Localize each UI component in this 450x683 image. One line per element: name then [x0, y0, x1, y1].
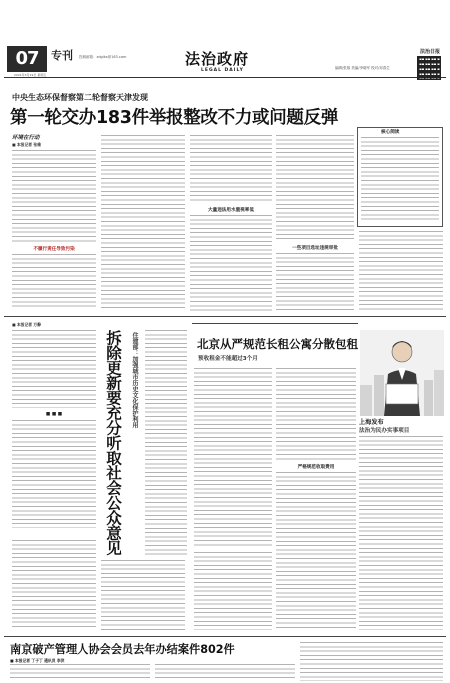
bottom-headline: 南京破产管理人协会会员去年办结案件802件	[10, 643, 235, 656]
lead-subhead-1: 不履行责任导致污染	[33, 247, 75, 252]
masthead-title: 法治政府	[185, 50, 250, 68]
lead-headline: 第一轮交办183件举报整改不力或问题反弹	[10, 108, 339, 128]
paper-logo: 法治日报	[420, 49, 441, 55]
bottom-divider	[4, 636, 446, 637]
section-divider	[4, 316, 446, 317]
qr-code-icon	[417, 56, 441, 80]
lead-text-col3	[190, 135, 272, 203]
vertical-story-text-c	[12, 540, 96, 630]
lead-subhead-3: 一些项目选址违规审批	[292, 246, 338, 251]
issue-date: 2021年3月19日 星期五	[14, 73, 47, 77]
feature-text-col1	[194, 368, 272, 548]
feature-headline: 北京从严规范长租公寓分散包租	[197, 337, 358, 351]
lead-subhead-2: 大量违法用水重视率低	[208, 208, 254, 213]
feature-text-col2	[276, 368, 356, 460]
page-number: 07	[7, 46, 47, 72]
illustration-caption: 上海发布	[359, 419, 384, 426]
lawyer-illustration-icon	[360, 330, 444, 416]
column-tag: 环境在行动	[12, 135, 40, 141]
lead-text-col4	[276, 135, 354, 241]
vertical-story-byline: ■ 本报记者 万静	[12, 322, 42, 327]
vertical-headline: 拆除更新要充分听取社会公众意见	[104, 330, 122, 555]
editor-credits: 编辑/张翔 美编/李晓军 校对/邓春生	[335, 66, 390, 70]
bottom-text-col1	[10, 664, 150, 681]
vertical-subheadline: 住建部：加强城市历史文化保护利用	[131, 332, 138, 428]
bottom-text-col2	[155, 664, 295, 681]
core-reading-text	[361, 137, 439, 223]
vertical-story-text-b	[12, 420, 96, 528]
lead-text-col5	[359, 231, 443, 311]
lead-kicker: 中央生态环保督察第二轮督察天津发现	[12, 93, 148, 102]
vertical-story-text-d	[101, 560, 185, 630]
feature-text-col1b	[194, 552, 272, 630]
feature-top-rule	[192, 323, 358, 324]
lead-text-col4b	[276, 253, 354, 311]
illustration-subcaption: 法治为民办实事项目	[359, 428, 410, 434]
illustration-image	[360, 330, 444, 416]
bottom-text-col3	[300, 642, 443, 681]
bottom-byline: ■ 本报记者 丁子丁 通讯员 李洪	[10, 658, 65, 663]
lead-text-col2	[101, 135, 185, 311]
core-reading-title: 核心阅读	[381, 130, 400, 135]
lead-text-col3b	[190, 215, 272, 311]
vertical-story-text-e	[145, 330, 187, 555]
lead-text-col1	[12, 150, 96, 242]
lead-byline: ■ 本报记者 张维	[12, 142, 42, 147]
feature-subhead-1: 严格规范收取费用	[297, 465, 335, 470]
lead-text-col1b	[12, 254, 96, 310]
vertical-story-subhead-a: ■ ■ ■	[45, 412, 63, 417]
section-name: 专刊	[51, 49, 73, 62]
vertical-story-text-a	[12, 330, 96, 408]
feature-text-col2b	[276, 472, 356, 630]
masthead-english: LEGAL DAILY	[201, 68, 244, 73]
feature-subheadline: 预收租金不能超过3个月	[198, 356, 258, 362]
illustration-story-text	[359, 436, 443, 630]
submission-email: 投稿邮箱：zdglks@163.com	[79, 55, 127, 59]
